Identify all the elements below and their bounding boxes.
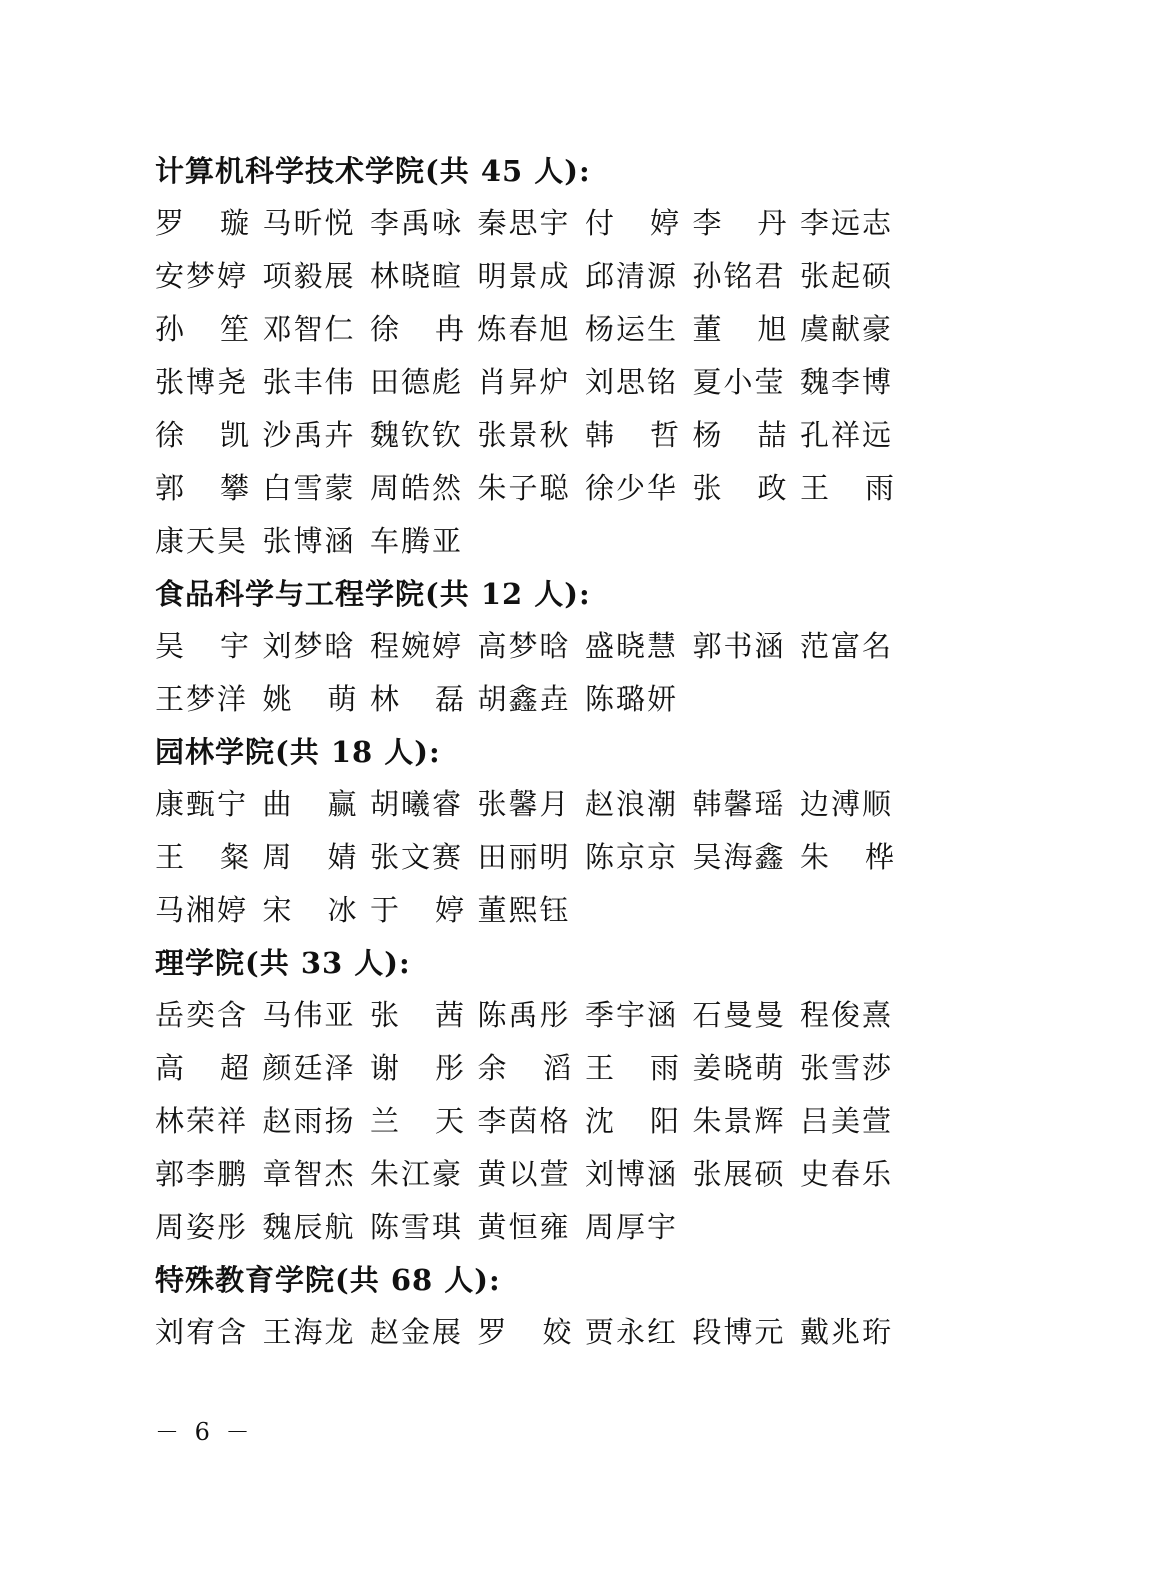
name-char: 徐 (155, 418, 185, 452)
student-name (800, 831, 894, 884)
name-char: 阳 (649, 1104, 679, 1138)
student-name (263, 884, 357, 937)
student-name: 张展硕 (692, 1157, 786, 1191)
student-name: 马伟亚 (262, 998, 356, 1032)
student-name: 孔祥远 (800, 418, 894, 452)
name-list (155, 197, 915, 568)
student-name: 邓智仁 (262, 312, 356, 346)
student-name: 魏辰航 (262, 1210, 356, 1244)
student-name: 肖昇炉 (477, 365, 571, 399)
student-name (155, 620, 249, 673)
student-name: 石曼曼 (692, 998, 786, 1032)
student-name: 魏李博 (800, 365, 894, 399)
student-name (478, 1306, 572, 1359)
student-name: 黄以萱 (477, 1157, 571, 1191)
student-name: 马昕悦 (262, 206, 356, 240)
student-name: 林晓暄 (370, 259, 464, 293)
section-title: 园林学院(共 18 人): (155, 735, 441, 769)
student-name (693, 409, 787, 462)
student-name: 赵金展 (370, 1315, 464, 1349)
student-name: 周厚宇 (585, 1210, 679, 1244)
student-name: 安梦婷 (155, 259, 249, 293)
name-char: 吴 (155, 629, 185, 663)
student-name: 周皓然 (370, 471, 464, 505)
name-char: 桦 (864, 840, 894, 874)
student-name: 王海龙 (262, 1315, 356, 1349)
name-char: 孙 (155, 312, 185, 346)
student-name: 姜晓萌 (692, 1051, 786, 1085)
student-name (370, 673, 464, 726)
student-name: 田德彪 (370, 365, 464, 399)
student-name: 沙禹卉 (262, 418, 356, 452)
student-name: 张景秋 (477, 418, 571, 452)
student-name: 邱清源 (585, 259, 679, 293)
student-name: 盛晓慧 (585, 629, 679, 663)
student-name: 周姿彤 (155, 1210, 249, 1244)
section-title: 食品科学与工程学院(共 12 人): (155, 577, 591, 611)
student-name: 田丽明 (477, 840, 571, 874)
section-title: 特殊教育学院(共 68 人): (155, 1263, 501, 1297)
name-char: 萌 (327, 682, 357, 716)
student-name: 范富名 (800, 629, 894, 663)
section-title: 理学院(共 33 人): (155, 946, 411, 980)
name-char: 宋 (262, 893, 292, 927)
student-name: 张雪莎 (800, 1051, 894, 1085)
student-name: 陈璐妍 (585, 682, 679, 716)
name-char: 丹 (757, 206, 787, 240)
student-name (155, 409, 249, 462)
student-name: 明景成 (477, 259, 571, 293)
name-char: 周 (262, 840, 292, 874)
name-char: 兰 (370, 1104, 400, 1138)
student-name (693, 197, 787, 250)
name-char: 李 (692, 206, 722, 240)
name-char: 雨 (649, 1051, 679, 1085)
student-name (155, 303, 249, 356)
student-name: 徐少华 (585, 471, 679, 505)
name-char: 姣 (542, 1315, 572, 1349)
student-name (478, 1042, 572, 1095)
student-name: 韩馨瑶 (692, 787, 786, 821)
name-char: 滔 (542, 1051, 572, 1085)
name-char: 喆 (757, 418, 787, 452)
name-char: 张 (692, 471, 722, 505)
student-name: 章智杰 (262, 1157, 356, 1191)
student-name (585, 409, 679, 462)
name-char: 朱 (800, 840, 830, 874)
student-name (155, 831, 249, 884)
name-char: 姚 (262, 682, 292, 716)
student-name (263, 673, 357, 726)
student-name (585, 1095, 679, 1148)
name-char: 璇 (219, 206, 249, 240)
student-name: 颜廷泽 (262, 1051, 356, 1085)
name-char: 旭 (757, 312, 787, 346)
student-name (585, 1042, 679, 1095)
name-char: 沈 (585, 1104, 615, 1138)
name-char: 天 (434, 1104, 464, 1138)
student-name (370, 884, 464, 937)
student-name: 康天昊 (155, 524, 249, 558)
student-name: 刘博涵 (585, 1157, 679, 1191)
student-name: 李禹咏 (370, 206, 464, 240)
student-name: 夏小莹 (692, 365, 786, 399)
student-name: 史春乐 (800, 1157, 894, 1191)
name-list (155, 989, 915, 1254)
student-name: 张博尧 (155, 365, 249, 399)
student-name: 程婉婷 (370, 629, 464, 663)
student-name: 陈禹彤 (477, 998, 571, 1032)
student-name: 白雪蒙 (262, 471, 356, 505)
name-char: 冉 (434, 312, 464, 346)
student-name: 程俊熹 (800, 998, 894, 1032)
student-name: 贾永红 (585, 1315, 679, 1349)
name-char: 婷 (434, 893, 464, 927)
student-name: 林荣祥 (155, 1104, 249, 1138)
student-name: 吴海鑫 (692, 840, 786, 874)
name-char: 曲 (262, 787, 292, 821)
student-name: 吕美萱 (800, 1104, 894, 1138)
name-char: 王 (585, 1051, 615, 1085)
student-name: 陈雪琪 (370, 1210, 464, 1244)
name-char: 徐 (370, 312, 400, 346)
student-name: 康甄宁 (155, 787, 249, 821)
name-list (155, 620, 915, 726)
student-name (693, 462, 787, 515)
name-char: 郭 (155, 471, 185, 505)
student-name: 李茵格 (477, 1104, 571, 1138)
student-name: 陈京京 (585, 840, 679, 874)
page-number: － 6 － (155, 1418, 254, 1446)
student-name: 朱江豪 (370, 1157, 464, 1191)
name-list (155, 1306, 915, 1359)
name-char: 赢 (327, 787, 357, 821)
name-char: 超 (219, 1051, 249, 1085)
student-name (155, 197, 249, 250)
student-name: 戴兆珩 (800, 1315, 894, 1349)
student-name: 刘宥含 (155, 1315, 249, 1349)
student-name: 赵浪潮 (585, 787, 679, 821)
student-name: 杨运生 (585, 312, 679, 346)
name-char: 张 (370, 998, 400, 1032)
name-char: 攀 (219, 471, 249, 505)
name-char: 雨 (864, 471, 894, 505)
name-char: 余 (477, 1051, 507, 1085)
name-char: 付 (585, 206, 615, 240)
student-name (370, 1095, 464, 1148)
name-char: 高 (155, 1051, 185, 1085)
student-name: 张文赛 (370, 840, 464, 874)
student-name: 孙铭君 (692, 259, 786, 293)
student-name: 秦思宇 (477, 206, 571, 240)
student-name: 黄恒雍 (477, 1210, 571, 1244)
student-name (585, 197, 679, 250)
name-char: 罗 (155, 206, 185, 240)
student-name: 马湘婷 (155, 893, 249, 927)
student-name: 张起硕 (800, 259, 894, 293)
student-name: 张馨月 (477, 787, 571, 821)
student-name: 刘思铭 (585, 365, 679, 399)
name-char: 冰 (327, 893, 357, 927)
document-body (155, 145, 915, 1359)
student-name: 虞献豪 (800, 312, 894, 346)
student-name (370, 1042, 464, 1095)
name-list (155, 778, 915, 937)
name-char: 哲 (649, 418, 679, 452)
student-name: 项毅展 (262, 259, 356, 293)
name-char: 董 (692, 312, 722, 346)
student-name: 董熙钰 (477, 893, 571, 927)
student-name: 段博元 (692, 1315, 786, 1349)
student-name: 魏钦钦 (370, 418, 464, 452)
student-name (370, 989, 464, 1042)
name-char: 王 (155, 840, 185, 874)
student-name: 张丰伟 (262, 365, 356, 399)
name-char: 于 (370, 893, 400, 927)
student-name: 季宇涵 (585, 998, 679, 1032)
student-name: 赵雨扬 (262, 1104, 356, 1138)
name-char: 谢 (370, 1051, 400, 1085)
student-name (155, 462, 249, 515)
student-name (263, 831, 357, 884)
student-name (693, 303, 787, 356)
name-char: 笙 (219, 312, 249, 346)
student-name: 刘梦晗 (262, 629, 356, 663)
student-name: 朱景辉 (692, 1104, 786, 1138)
student-name: 李远志 (800, 206, 894, 240)
name-char: 彤 (434, 1051, 464, 1085)
student-name: 郭书涵 (692, 629, 786, 663)
student-name: 炼春旭 (477, 312, 571, 346)
name-char: 罗 (477, 1315, 507, 1349)
student-name: 高梦晗 (477, 629, 571, 663)
name-char: 粲 (219, 840, 249, 874)
name-char: 凯 (219, 418, 249, 452)
name-char: 韩 (585, 418, 615, 452)
student-name: 王梦洋 (155, 682, 249, 716)
name-char: 婧 (327, 840, 357, 874)
name-char: 磊 (434, 682, 464, 716)
student-name (370, 303, 464, 356)
student-name (155, 1042, 249, 1095)
name-char: 王 (800, 471, 830, 505)
student-name: 岳奕含 (155, 998, 249, 1032)
student-name: 胡曦睿 (370, 787, 464, 821)
name-char: 宇 (219, 629, 249, 663)
student-name (263, 778, 357, 831)
student-name: 胡鑫垚 (477, 682, 571, 716)
name-char: 茜 (434, 998, 464, 1032)
student-name: 边溥顺 (800, 787, 894, 821)
section-title: 计算机科学技术学院(共 45 人): (155, 154, 591, 188)
name-char: 婷 (649, 206, 679, 240)
name-char: 政 (757, 471, 787, 505)
name-char: 林 (370, 682, 400, 716)
student-name (800, 462, 894, 515)
student-name: 张博涵 (262, 524, 356, 558)
student-name: 朱子聪 (477, 471, 571, 505)
student-name: 车腾亚 (370, 524, 464, 558)
name-char: 杨 (692, 418, 722, 452)
student-name: 郭李鹏 (155, 1157, 249, 1191)
